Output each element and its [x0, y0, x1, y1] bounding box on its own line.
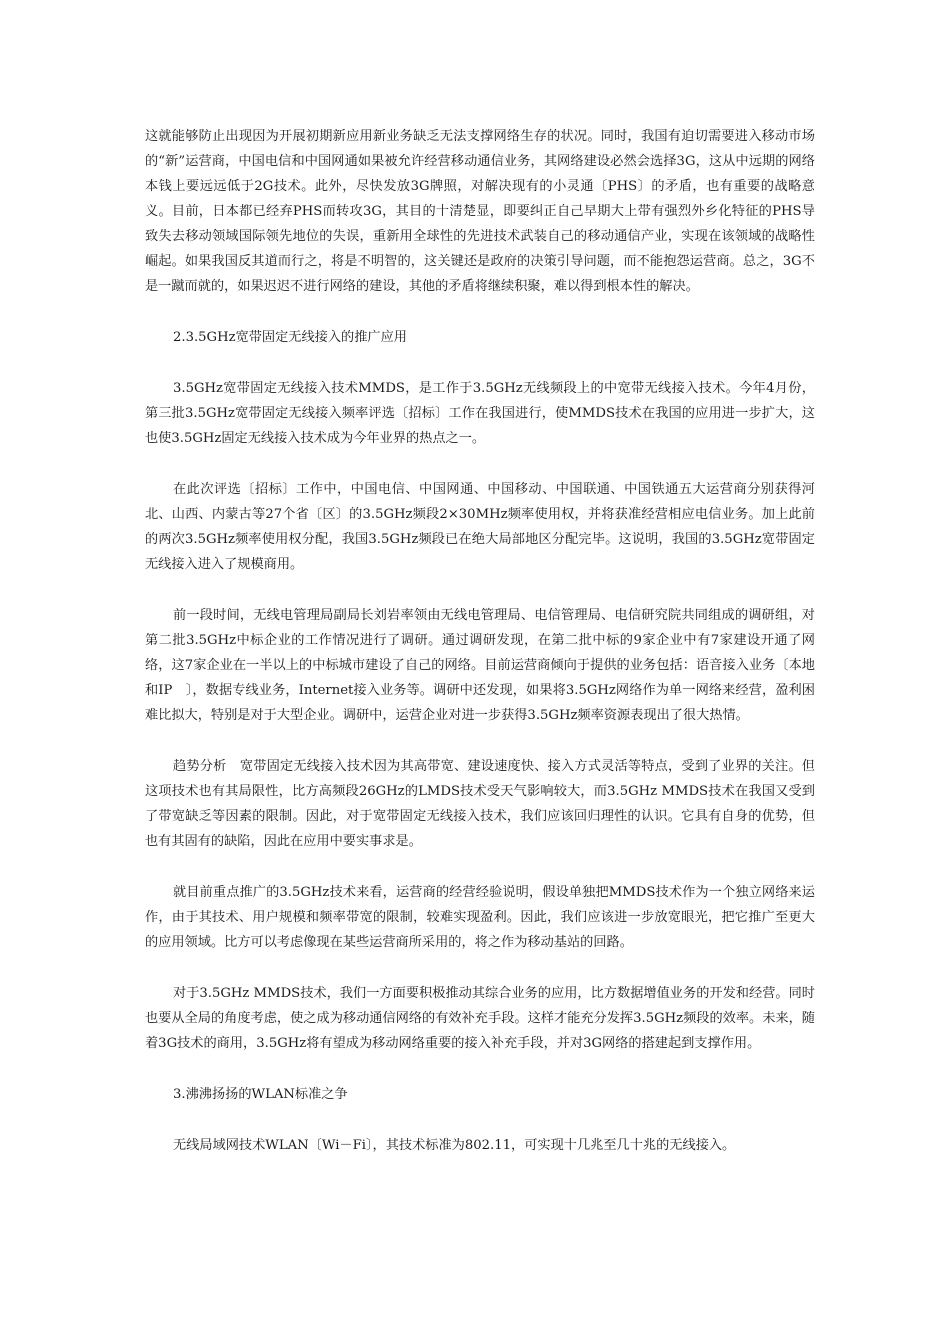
section-heading-mmds: 2.3.5GHz宽带固定无线接入的推广应用 — [173, 330, 407, 345]
paragraph-trend-analysis: 趋势分析 宽带固定无线接入技术因为其高带宽、建设速度快、接入方式灵活等特点，受到了业界的关注。但这项技术也有其局限性，比方高频段26GHz的LMDS技术受天气影响较大，而3.5GHz MMDS技术在我国又受到了带宽缺乏等因素的限制。因此，对于宽带固定无线接入技术，我们应该回归理性的认识。它具有自身的优势，但也有其固有的缺陷，因此在应用中要实事求是。 — [145, 759, 815, 849]
paragraph-wlan-intro: 无线局域网技术WLAN〔Wi－Fi〕，其技术标准为802.11，可实现十几兆至几十兆的无线接入。 — [173, 1138, 736, 1153]
paragraph-mmds-outlook: 对于3.5GHz MMDS技术，我们一方面要积极推动其综合业务的应用，比方数据增值业务的开发和经营。同时也要从全局的角度考虑，使之成为移动通信网络的有效补充手段。这样才能充分发挥3.5GHz频段的效率。未来，随着3G技术的商用，3.5GHz将有望成为移动网络重要的接入补充手段，并对3G网络的搭建起到支撑作用。 — [145, 986, 815, 1051]
document-body — [145, 124, 815, 1158]
paragraph-3g-strategy: 这就能够防止出现因为开展初期新应用新业务缺乏无法支撑网络生存的状况。同时，我国有迫切需要进入移动市场的“新”运营商，中国电信和中国网通如果被允许经营移动通信业务，其网络建设必然会选择3G，这从中远期的网络本钱上要远远低于2G技术。此外，尽快发放3G牌照，对解决现有的小灵通〔PHS〕的矛盾，也有重要的战略意义。目前，日本都已经弃PHS而转攻3G，其目的十清楚显，即要纠正自己早期大上带有强烈外乡化特征的PHS导致失去移动领域国际领先地位的失误，重新用全球性的先进技术武装自己的移动通信产业，实现在该领域的战略性崛起。如果我国反其道而行之，将是不明智的，这关键还是政府的决策引导问题，而不能抱怨运营商。总之，3G不是一蹴而就的，如果迟迟不进行网络的建设，其他的矛盾将继续积聚，难以得到根本性的解决。 — [145, 129, 815, 294]
paragraph-mmds-intro: 3.5GHz宽带固定无线接入技术MMDS，是工作于3.5GHz无线频段上的中宽带无线接入技术。今年4月份，第三批3.5GHz宽带固定无线接入频率评选〔招标〕工作在我国进行，使MMDS技术在我国的应用进一步扩大，这也使3.5GHz固定无线接入技术成为今年业界的热点之一。 — [145, 381, 815, 446]
section-heading-wlan: 3.沸沸扬扬的WLAN标准之争 — [173, 1087, 348, 1102]
paragraph-operator-experience: 就目前重点推广的3.5GHz技术来看，运营商的经营经验说明，假设单独把MMDS技术作为一个独立网络来运作，由于其技术、用户规模和频率带宽的限制，较难实现盈利。因此，我们应该进一步放宽眼光，把它推广至更大的应用领域。比方可以考虑像现在某些运营商所采用的，将之作为移动基站的回路。 — [145, 885, 815, 950]
paragraph-mmds-allocation: 在此次评选〔招标〕工作中，中国电信、中国网通、中国移动、中国联通、中国铁通五大运营商分别获得河北、山西、内蒙古等27个省〔区〕的3.5GHz频段2×30MHz频率使用权，并将获准经营相应电信业务。加上此前的两次3.5GHz频率使用权分配，我国3.5GHz频段已在绝大局部地区分配完毕。这说明，我国的3.5GHz宽带固定无线接入进入了规模商用。 — [145, 482, 815, 572]
paragraph-mmds-survey: 前一段时间，无线电管理局副局长刘岩率领由无线电管理局、电信管理局、电信研究院共同组成的调研组，对第二批3.5GHz中标企业的工作情况进行了调研。通过调研发现，在第二批中标的9家企业中有7家建设开通了网络，这7家企业在一半以上的中标城市建设了自己的网络。目前运营商倾向于提供的业务包括：语音接入业务〔本地和IP 〕，数据专线业务，Internet接入业务等。调研中还发现，如果将3.5GHz网络作为单一网络来经营，盈利困难比拟大，特别是对于大型企业。调研中，运营企业对进一步获得3.5GHz频率资源表现出了很大热情。 — [145, 608, 815, 723]
